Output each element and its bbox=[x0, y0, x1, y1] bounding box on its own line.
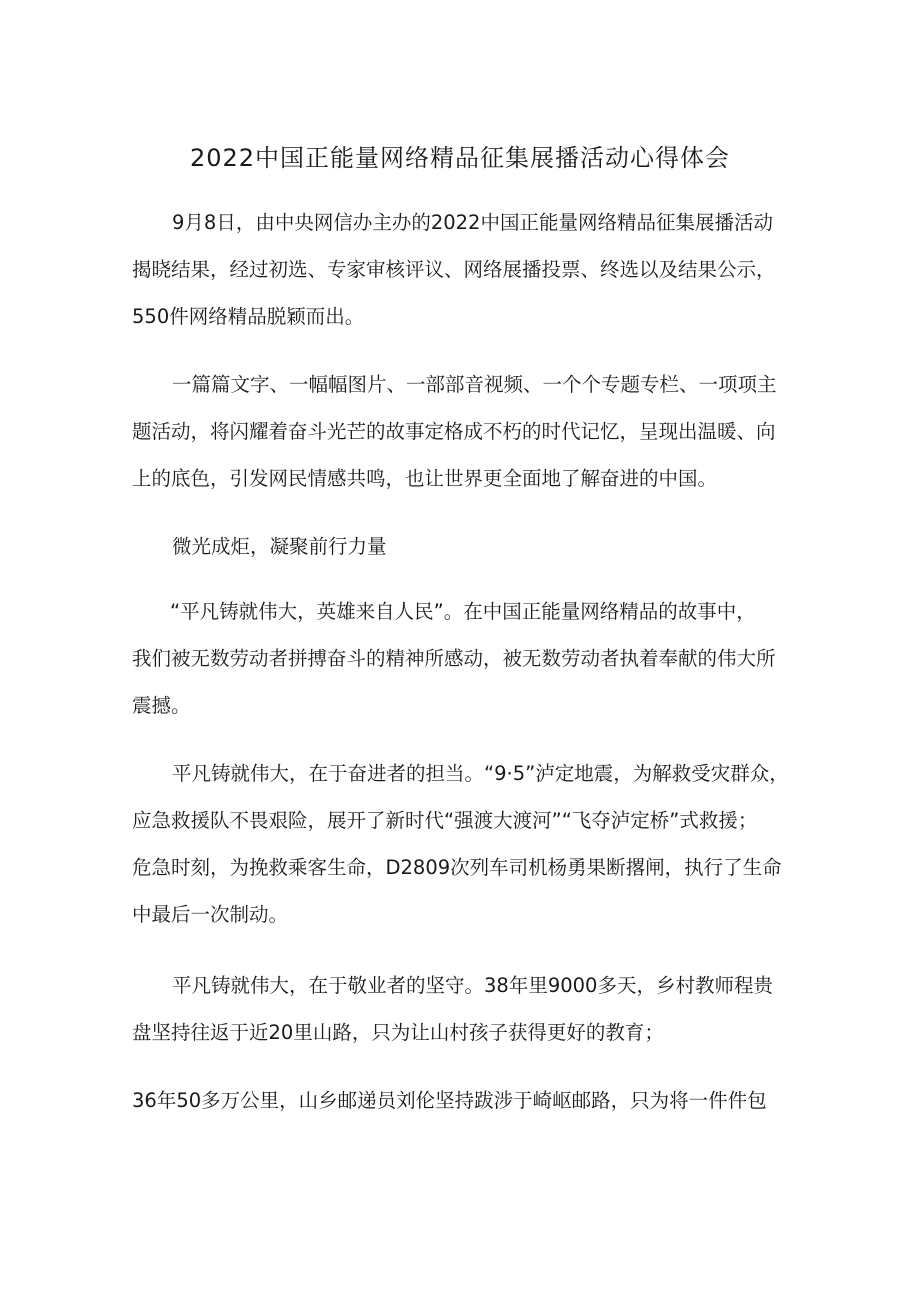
paragraph-line: 550件网络精品脱颖而出。 bbox=[132, 305, 365, 328]
paragraph-line: 我们被无数劳动者拼搏奋斗的精神所感动，被无数劳动者执着奉献的伟大所 bbox=[132, 647, 776, 670]
section-heading bbox=[132, 531, 792, 578]
paragraph-1 bbox=[132, 207, 792, 348]
paragraph-line: 盘坚持往返于近20里山路，只为让山村孩子获得更好的教育； bbox=[132, 1021, 664, 1044]
paragraph-6 bbox=[132, 970, 792, 1064]
paragraph-4 bbox=[132, 596, 792, 737]
paragraph-line: 应急救援队不畏艰险，展开了新时代“强渡大渡河”“飞夺泸定桥”式救援； bbox=[132, 809, 758, 832]
paragraph-line: 题活动，将闪耀着奋斗光芒的故事定格成不朽的时代记忆，呈现出温暖、向 bbox=[132, 420, 776, 443]
paragraph-7 bbox=[132, 1085, 792, 1132]
paragraph-line: 平凡铸就伟大，在于奋进者的担当。“9·5”泸定地震，为解救受灾群众， bbox=[172, 762, 789, 785]
section-heading-text: 微光成炬，凝聚前行力量 bbox=[172, 535, 387, 558]
paragraph-line: 一篇篇文字、一幅幅图片、一部部音视频、一个个专题专栏、一项项主 bbox=[172, 373, 777, 396]
paragraph-line: 36年50多万公里，山乡邮递员刘伦坚持跋涉于崎岖邮路，只为将一件件包 bbox=[132, 1089, 767, 1112]
paragraph-2 bbox=[132, 369, 792, 510]
paragraph-line: 中最后一次制动。 bbox=[132, 903, 289, 926]
paragraph-5 bbox=[132, 758, 792, 946]
paragraph-line: 9月8日，由中央网信办主办的2022中国正能量网络精品征集展播活动 bbox=[172, 211, 773, 234]
paragraph-line: 危急时刻，为挽救乘客生命，D2809次列车司机杨勇果断撂闸，执行了生命 bbox=[132, 856, 782, 879]
document-title: 2022中国正能量网络精品征集展播活动心得体会 bbox=[189, 144, 731, 172]
paragraph-line: “平凡铸就伟大，英雄来自人民”。在中国正能量网络精品的故事中， bbox=[170, 600, 756, 623]
paragraph-line: 上的底色，引发网民情感共鸣，也让世界更全面地了解奋进的中国。 bbox=[132, 467, 718, 490]
paragraph-line: 揭晓结果，经过初选、专家审核评议、网络展播投票、终选以及结果公示， bbox=[132, 258, 776, 281]
paragraph-line: 平凡铸就伟大，在于敬业者的坚守。38年里9000多天，乡村教师程贵 bbox=[172, 974, 773, 997]
paragraph-line: 震撼。 bbox=[132, 694, 191, 717]
